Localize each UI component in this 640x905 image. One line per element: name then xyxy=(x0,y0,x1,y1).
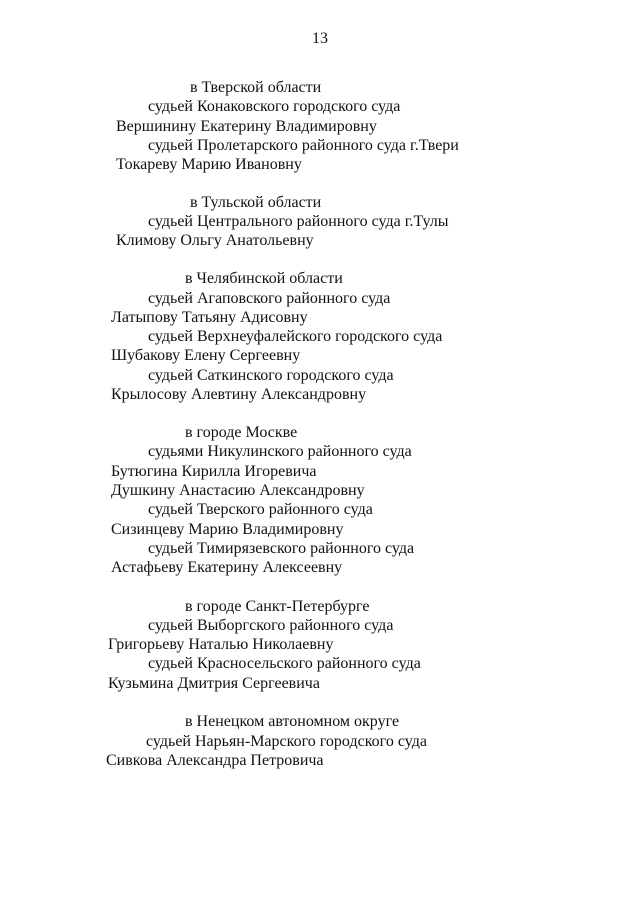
region-heading: в Ненецком автономном округе xyxy=(185,713,400,730)
region-heading: в городе Санкт-Петербурге xyxy=(185,598,370,615)
judge-name: Бутюгина Кирилла Игоревича xyxy=(111,463,317,480)
judge-name: Токареву Марию Ивановну xyxy=(116,156,302,173)
court-line: судьей Тверского районного суда xyxy=(148,501,373,518)
judge-name: Душкину Анастасию Александровну xyxy=(111,482,365,499)
page-number: 13 xyxy=(312,30,328,47)
court-line: судьей Конаковского городского суда xyxy=(148,98,401,115)
region-heading: в Тульской области xyxy=(190,194,322,211)
judge-name: Астафьеву Екатерину Алексеевну xyxy=(111,559,343,576)
court-line: судьей Саткинского городского суда xyxy=(148,367,394,384)
judge-name: Крылосову Алевтину Александровну xyxy=(111,386,367,403)
judge-name: Шубакову Елену Сергеевну xyxy=(111,347,301,364)
region-heading: в городе Москве xyxy=(185,424,298,441)
court-line: судьей Выборгского районного суда xyxy=(148,617,394,634)
region-heading: в Челябинской области xyxy=(185,270,343,287)
court-line: судьей Нарьян-Марского городского суда xyxy=(146,733,427,750)
judge-name: Латыпову Татьяну Адисовну xyxy=(111,309,308,326)
judge-name: Сизинцеву Марию Владимировну xyxy=(111,521,344,538)
judge-name: Кузьмина Дмитрия Сергеевича xyxy=(108,675,320,692)
court-line: судьей Верхнеуфалейского городского суда xyxy=(148,328,443,345)
court-line: судьей Агаповского районного суда xyxy=(148,290,391,307)
judge-name: Сивкова Александра Петровича xyxy=(106,752,324,769)
judge-name: Григорьеву Наталью Николаевну xyxy=(108,636,334,653)
court-line: судьей Пролетарского районного суда г.Твери xyxy=(148,137,459,154)
court-line: судьей Тимирязевского районного суда xyxy=(148,540,415,557)
judge-name: Климову Ольгу Анатольевну xyxy=(116,232,314,249)
judge-name: Вершинину Екатерину Владимировну xyxy=(116,118,377,135)
court-line: судьями Никулинского районного суда xyxy=(148,443,412,460)
court-line: судьей Центрального районного суда г.Тулы xyxy=(148,213,449,230)
court-line: судьей Красносельского районного суда xyxy=(148,655,421,672)
region-heading: в Тверской области xyxy=(190,79,322,96)
